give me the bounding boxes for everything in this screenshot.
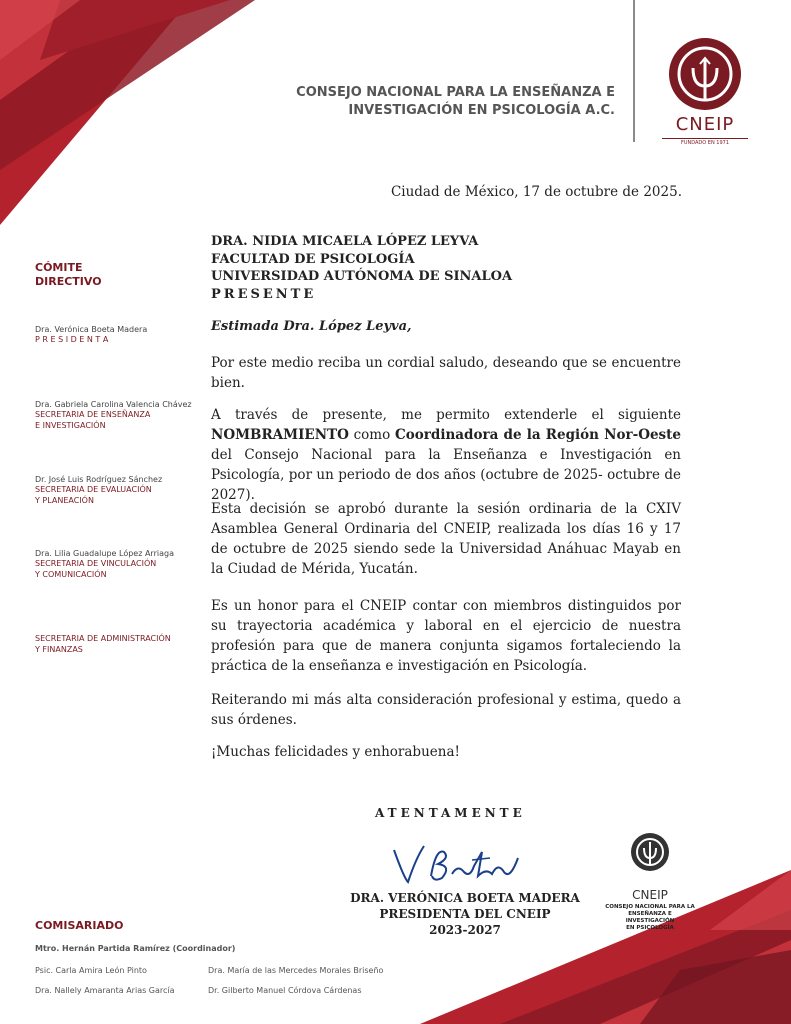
addressee-faculty: FACULTAD DE PSICOLOGÍA: [211, 251, 415, 267]
organization-name: [250, 84, 615, 120]
logo-text: CNEIP: [675, 114, 735, 135]
top-left-decoration: [0, 0, 260, 225]
addressee-name: DRA. NIDIA MICAELA LÓPEZ LEYVA: [211, 234, 479, 249]
signature-image: [386, 838, 531, 888]
signer-period: 2023-2027: [429, 923, 501, 937]
cneip-logo: [662, 38, 748, 148]
commissary-member: Dr. Gilberto Manuel Córdova Cárdenas: [208, 986, 362, 995]
commissary-member: Psic. Carla Amira León Pinto: [35, 966, 147, 975]
member-name: Dra. Lilia Guadalupe López Arriaga: [35, 549, 174, 558]
member-role: SECRETARIA DE EVALUACIÓN: [35, 485, 152, 494]
seal-sub-line2: ENSEÑANZA E INVESTIGACIÓN: [625, 911, 675, 924]
logo-subtext: FUNDADO EN 1971: [662, 138, 748, 146]
signer-title: PRESIDENTA DEL CNEIP: [379, 907, 551, 921]
seal-sub-line1: CONSEJO NACIONAL PARA LA: [605, 904, 695, 910]
seal-sub-line3: EN PSICOLOGÍA: [626, 925, 674, 931]
sidebar-member: [35, 633, 171, 655]
commissary-member: Dra. Nallely Amaranta Arias García: [35, 986, 175, 995]
appointment-keyword: NOMBRAMIENTO: [211, 427, 349, 443]
addressee-present: PRESENTE: [211, 286, 317, 302]
header-divider: [633, 0, 635, 142]
member-role: SECRETARIA DE ADMINISTRACIÓN: [35, 634, 171, 643]
addressee-block: [211, 233, 512, 303]
org-name-line1: CONSEJO NACIONAL PARA LA ENSEÑANZA E: [296, 85, 615, 100]
member-name: Dra. Gabriela Carolina Valencia Chávez: [35, 400, 192, 409]
addressee-university: UNIVERSIDAD AUTÓNOMA DE SINALOA: [211, 269, 513, 284]
member-name: Dra. Verónica Boeta Madera: [35, 325, 148, 334]
letter-date: Ciudad de México, 17 de octubre de 2025.: [390, 184, 682, 200]
paragraph-6: ¡Muchas felicidades y enhorabuena!: [211, 744, 460, 760]
sidebar-member: [35, 549, 174, 580]
seal-text: CNEIP: [632, 888, 668, 902]
member-name: Dr. José Luis Rodríguez Sánchez: [35, 475, 163, 484]
seal-subtext: [604, 904, 696, 932]
paragraph-5: Reiterando mi más alta consideración profesional y estima, quedo a sus órdenes.: [211, 692, 681, 728]
member-role: SECRETARIA DE ENSEÑANZA: [35, 410, 151, 419]
sidebar-member: [35, 325, 147, 345]
sidebar-heading-line1: CÓMITE: [35, 261, 83, 274]
member-role-line2: Y PLANEACIÓN: [35, 496, 94, 505]
sidebar-member: [35, 400, 192, 431]
paragraph-4: Es un honor para el CNEIP contar con miembros distinguidos por su trayectoria académica y laboral en el ejercicio de nuestra profesión para que de manera conjunta sigamos fortaleciendo la práctica de la enseñanza e investigación en Psicología.: [211, 598, 681, 674]
member-role-line2: E INVESTIGACIÓN: [35, 421, 106, 430]
signer-block: [345, 890, 585, 938]
p2-text-c: como: [348, 427, 396, 443]
signer-name: DRA. VERÓNICA BOETA MADERA: [350, 891, 580, 905]
commissary-coordinator: Mtro. Hernán Partida Ramírez (Coordinador): [35, 944, 236, 953]
seal-emblem-icon: [630, 832, 670, 872]
commissary-heading: COMISARIADO: [35, 919, 124, 932]
closing: ATENTAMENTE: [375, 806, 526, 820]
cneip-emblem-icon: [662, 38, 748, 114]
appointment-role: Coordinadora de la Región Nor-Oeste: [395, 427, 681, 443]
member-role-line2: Y FINANZAS: [35, 645, 83, 654]
commissary-member: Dra. María de las Mercedes Morales Briseño: [208, 966, 384, 975]
p2-text-a: A través de presente, me permito extenderle el siguiente: [211, 407, 681, 423]
member-role: P R E S I D E N T A: [35, 335, 109, 344]
paragraph-1: Por este medio reciba un cordial saludo, deseando que se encuentre bien.: [211, 355, 681, 391]
member-role-line2: Y COMUNICACIÓN: [35, 570, 107, 579]
member-role: SECRETARIA DE VINCULACIÓN: [35, 559, 157, 568]
paragraph-2: [211, 405, 681, 505]
paragraph-3: Esta decisión se aprobó durante la sesión ordinaria de la CXIV Asamblea General Ordinaria del CNEIP, realizada los días 16 y 17 de octubre de 2025 siendo sede la Universidad Anáhuac Mayab en la Ciudad de Mérida, Yucatán.: [211, 501, 681, 577]
sidebar-heading-line2: DIRECTIVO: [35, 275, 102, 288]
greeting: Estimada Dra. López Leyva,: [211, 319, 412, 334]
cneip-seal: [604, 828, 696, 938]
sidebar-member: [35, 475, 162, 506]
p2-text-e: del Consejo Nacional para la Enseñanza e Investigación en Psicología, por un periodo de dos años (octubre de 2025- octubre de 2027).: [211, 447, 681, 503]
org-name-line2: INVESTIGACIÓN EN PSICOLOGÍA A.C.: [348, 103, 615, 118]
sidebar-heading: [35, 261, 102, 289]
